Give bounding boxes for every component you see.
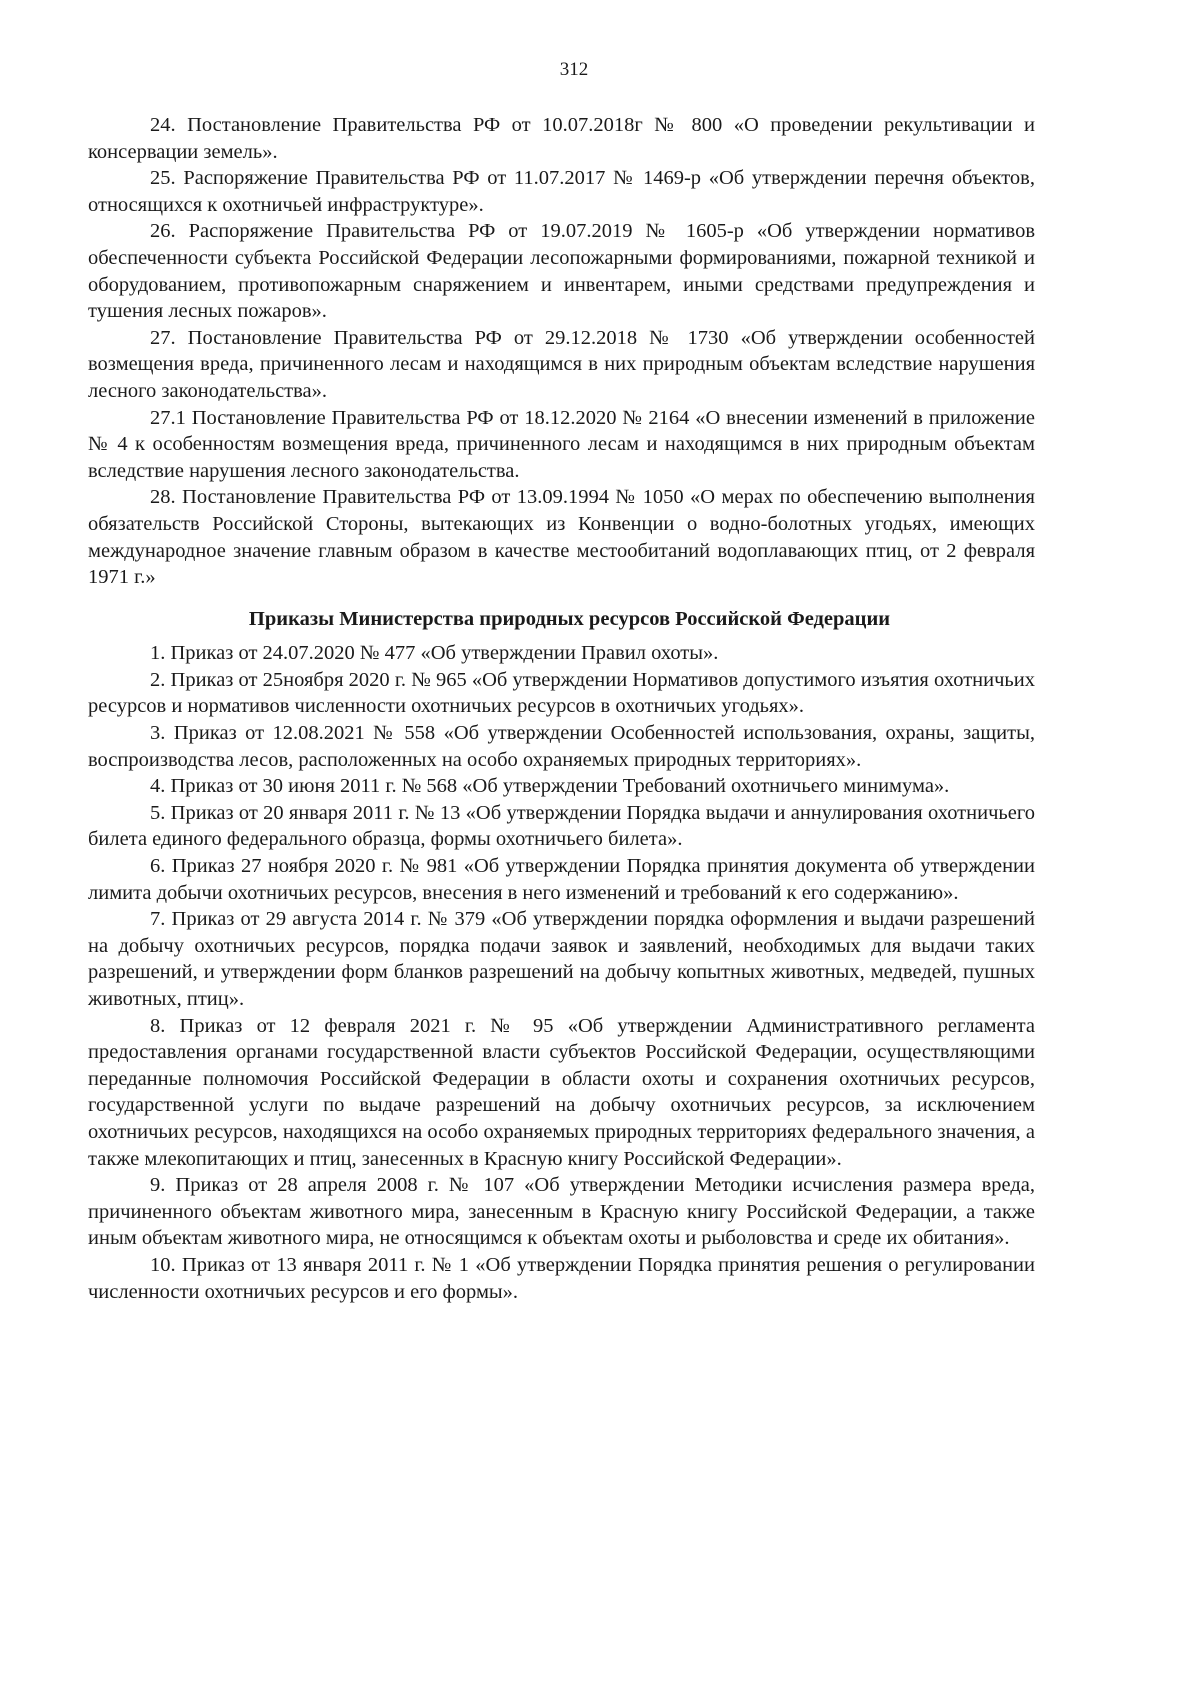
list-item: 7. Приказ от 29 августа 2014 г. № 379 «Об утверждении порядка оформления и выдачи разрешений на добычу охотничьих ресурсов, порядка подачи заявок и заявлений, необходимых для выдачи таких разрешений, и утверждении форм бланков разрешений на добычу копытных животных, медведей, пушных животных, птиц».: [88, 908, 1035, 1010]
list-item: 27. Постановление Правительства РФ от 29.12.2018 № 1730 «Об утверждении особенностей возмещения вреда, причиненного лесам и находящимся в них природным объектам вследствие нарушения лесного законодательства».: [88, 326, 1035, 402]
list-item: 27.1 Постановление Правительства РФ от 18.12.2020 № 2164 «О внесении изменений в приложение № 4 к особенностям возмещения вреда, причиненного лесам и находящимся в них природным объектам вследствие нарушения лесного законодательства.: [88, 406, 1035, 482]
list-item: 26. Распоряжение Правительства РФ от 19.07.2019 № 1605-р «Об утверждении нормативов обеспеченности субъекта Российской Федерации лесопожарными формированиями, пожарной техникой и оборудованием, противопожарным снаряжением и инвентарем, иными средствами предупреждения и тушения лесных пожаров».: [88, 220, 1035, 323]
list-item: 4. Приказ от 30 июня 2011 г. № 568 «Об утверждении Требований охотничьего минимума».: [150, 775, 950, 798]
section-spacer: [88, 591, 1035, 606]
list-item: 1. Приказ от 24.07.2020 № 477 «Об утверждении Правил охоты».: [150, 642, 719, 665]
list-item: 8. Приказ от 12 февраля 2021 г. № 95 «Об утверждении Административного регламента предоставления органами государственной власти субъектов Российской Федерации, осуществляющими переданные полномочия Российской Федерации в области охоты и сохранения охотничьих ресурсов, государственной услуги по выдаче разрешений на добычу охотничьих ресурсов, за исключением охотничьих ресурсов, находящихся на особо охраняемых природных территориях федерального значения, а также млекопитающих и птиц, занесенных в Красную книгу Российской Федерации».: [88, 1014, 1035, 1170]
page-number: 312: [559, 59, 589, 80]
document-body: [88, 112, 1035, 1305]
list-item: 28. Постановление Правительства РФ от 13.09.1994 № 1050 «О мерах по обеспечению выполнения обязательств Российской Стороны, вытекающих из Конвенции о водно-болотных угодьях, имеющих международное значение главным образом в качестве местообитаний водоплавающих птиц, от 2 февраля 1971 г.»: [88, 486, 1035, 589]
list-item: 5. Приказ от 20 января 2011 г. № 13 «Об утверждении Порядка выдачи и аннулирования охотничьего билета единого федерального образца, формы охотничьего билета».: [88, 801, 1035, 851]
list-item: 2. Приказ от 25ноября 2020 г. № 965 «Об утверждении Нормативов допустимого изъятия охотничьих ресурсов и нормативов численности охотничьих ресурсов в охотничьих угодьях».: [88, 668, 1035, 718]
section-heading: Приказы Министерства природных ресурсов Российской Федерации: [248, 607, 891, 630]
list-item: 6. Приказ 27 ноября 2020 г. № 981 «Об утверждении Порядка принятия документа об утверждении лимита добычи охотничьих ресурсов, внесения в него изменений и требований к его содержанию».: [88, 855, 1035, 904]
list-item: 9. Приказ от 28 апреля 2008 г. № 107 «Об утверждении Методики исчисления размера вреда, причиненного объектам животного мира, занесенным в Красную книгу Российской Федерации, а также иным объектам животного мира, не относящимся к объектам охоты и рыболовства и среде их обитания».: [88, 1174, 1035, 1250]
list-item: 3. Приказ от 12.08.2021 № 558 «Об утверждении Особенностей использования, охраны, защиты, воспроизводства лесов, расположенных на особо охраняемых природных территориях».: [88, 722, 1035, 771]
list-item: 25. Распоряжение Правительства РФ от 11.07.2017 № 1469-р «Об утверждении перечня объектов, относящихся к охотничьей инфраструктуре».: [88, 167, 1035, 216]
list-item: 10. Приказ от 13 января 2011 г. № 1 «Об утверждении Порядка принятия решения о регулировании численности охотничьих ресурсов и его формы».: [88, 1253, 1035, 1303]
list-item: 24. Постановление Правительства РФ от 10.07.2018г № 800 «О проведении рекультивации и консервации земель».: [88, 114, 1035, 163]
